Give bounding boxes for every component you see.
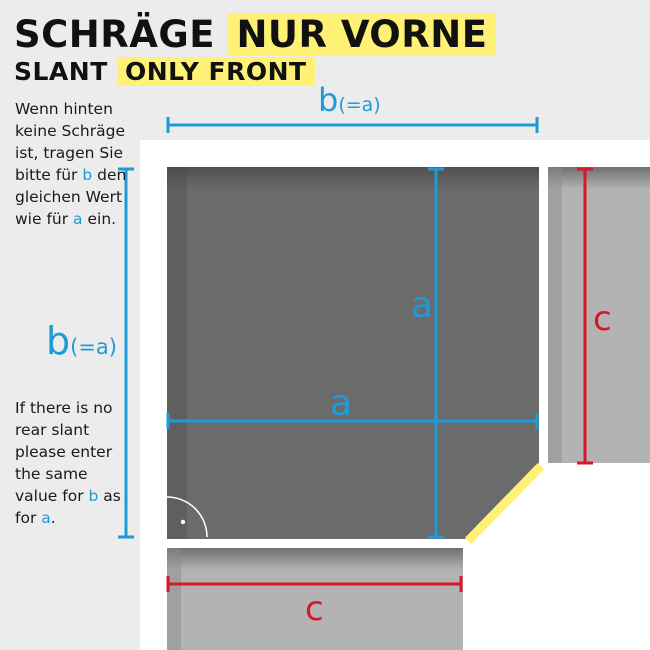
title-german	[14, 12, 496, 58]
label-b-top-main: b	[318, 81, 339, 119]
note-english-a: a	[41, 509, 51, 527]
main-panel	[167, 167, 539, 539]
note-english	[15, 397, 127, 529]
label-a-vertical-text: a	[411, 285, 434, 326]
label-a-vertical	[411, 285, 434, 326]
note-english-text-2: as for	[15, 487, 121, 527]
note-german	[15, 98, 127, 230]
title-english	[14, 56, 315, 88]
label-b-left-suffix: (=a)	[70, 335, 117, 359]
label-b-left	[46, 319, 117, 363]
note-german-a: a	[73, 210, 83, 228]
title-german-highlight: NUR VORNE	[228, 13, 495, 56]
title-english-highlight: ONLY FRONT	[117, 57, 315, 86]
label-b-top-suffix: (=a)	[338, 94, 381, 116]
label-angle-45	[503, 505, 530, 520]
label-angle-45-text: 45°	[503, 503, 530, 521]
label-c-right-text: c	[593, 299, 612, 339]
note-english-b: b	[88, 487, 99, 505]
note-english-text-1: If there is no rear slant please enter the same value for	[15, 399, 113, 505]
note-german-text-3: ein.	[87, 210, 117, 228]
note-english-text-3: .	[50, 509, 56, 527]
label-b-top	[318, 81, 381, 119]
note-german-text-2: den gleichen Wert wie für	[15, 166, 127, 228]
label-a-horizontal	[330, 383, 353, 424]
label-c-right	[593, 299, 612, 339]
note-german-text-1: Wenn hinten keine Schräge ist, tragen Sie bitte für	[15, 100, 125, 184]
label-c-bottom-text: c	[305, 589, 324, 629]
note-german-b: b	[82, 166, 93, 184]
dimension-b-horizontal	[168, 117, 537, 133]
label-b-left-main: b	[46, 319, 71, 363]
label-c-bottom	[305, 589, 324, 629]
title-english-prefix: SLANT	[14, 57, 108, 86]
label-a-horizontal-text: a	[330, 383, 353, 424]
title-german-prefix: SCHRÄGE	[14, 13, 216, 56]
